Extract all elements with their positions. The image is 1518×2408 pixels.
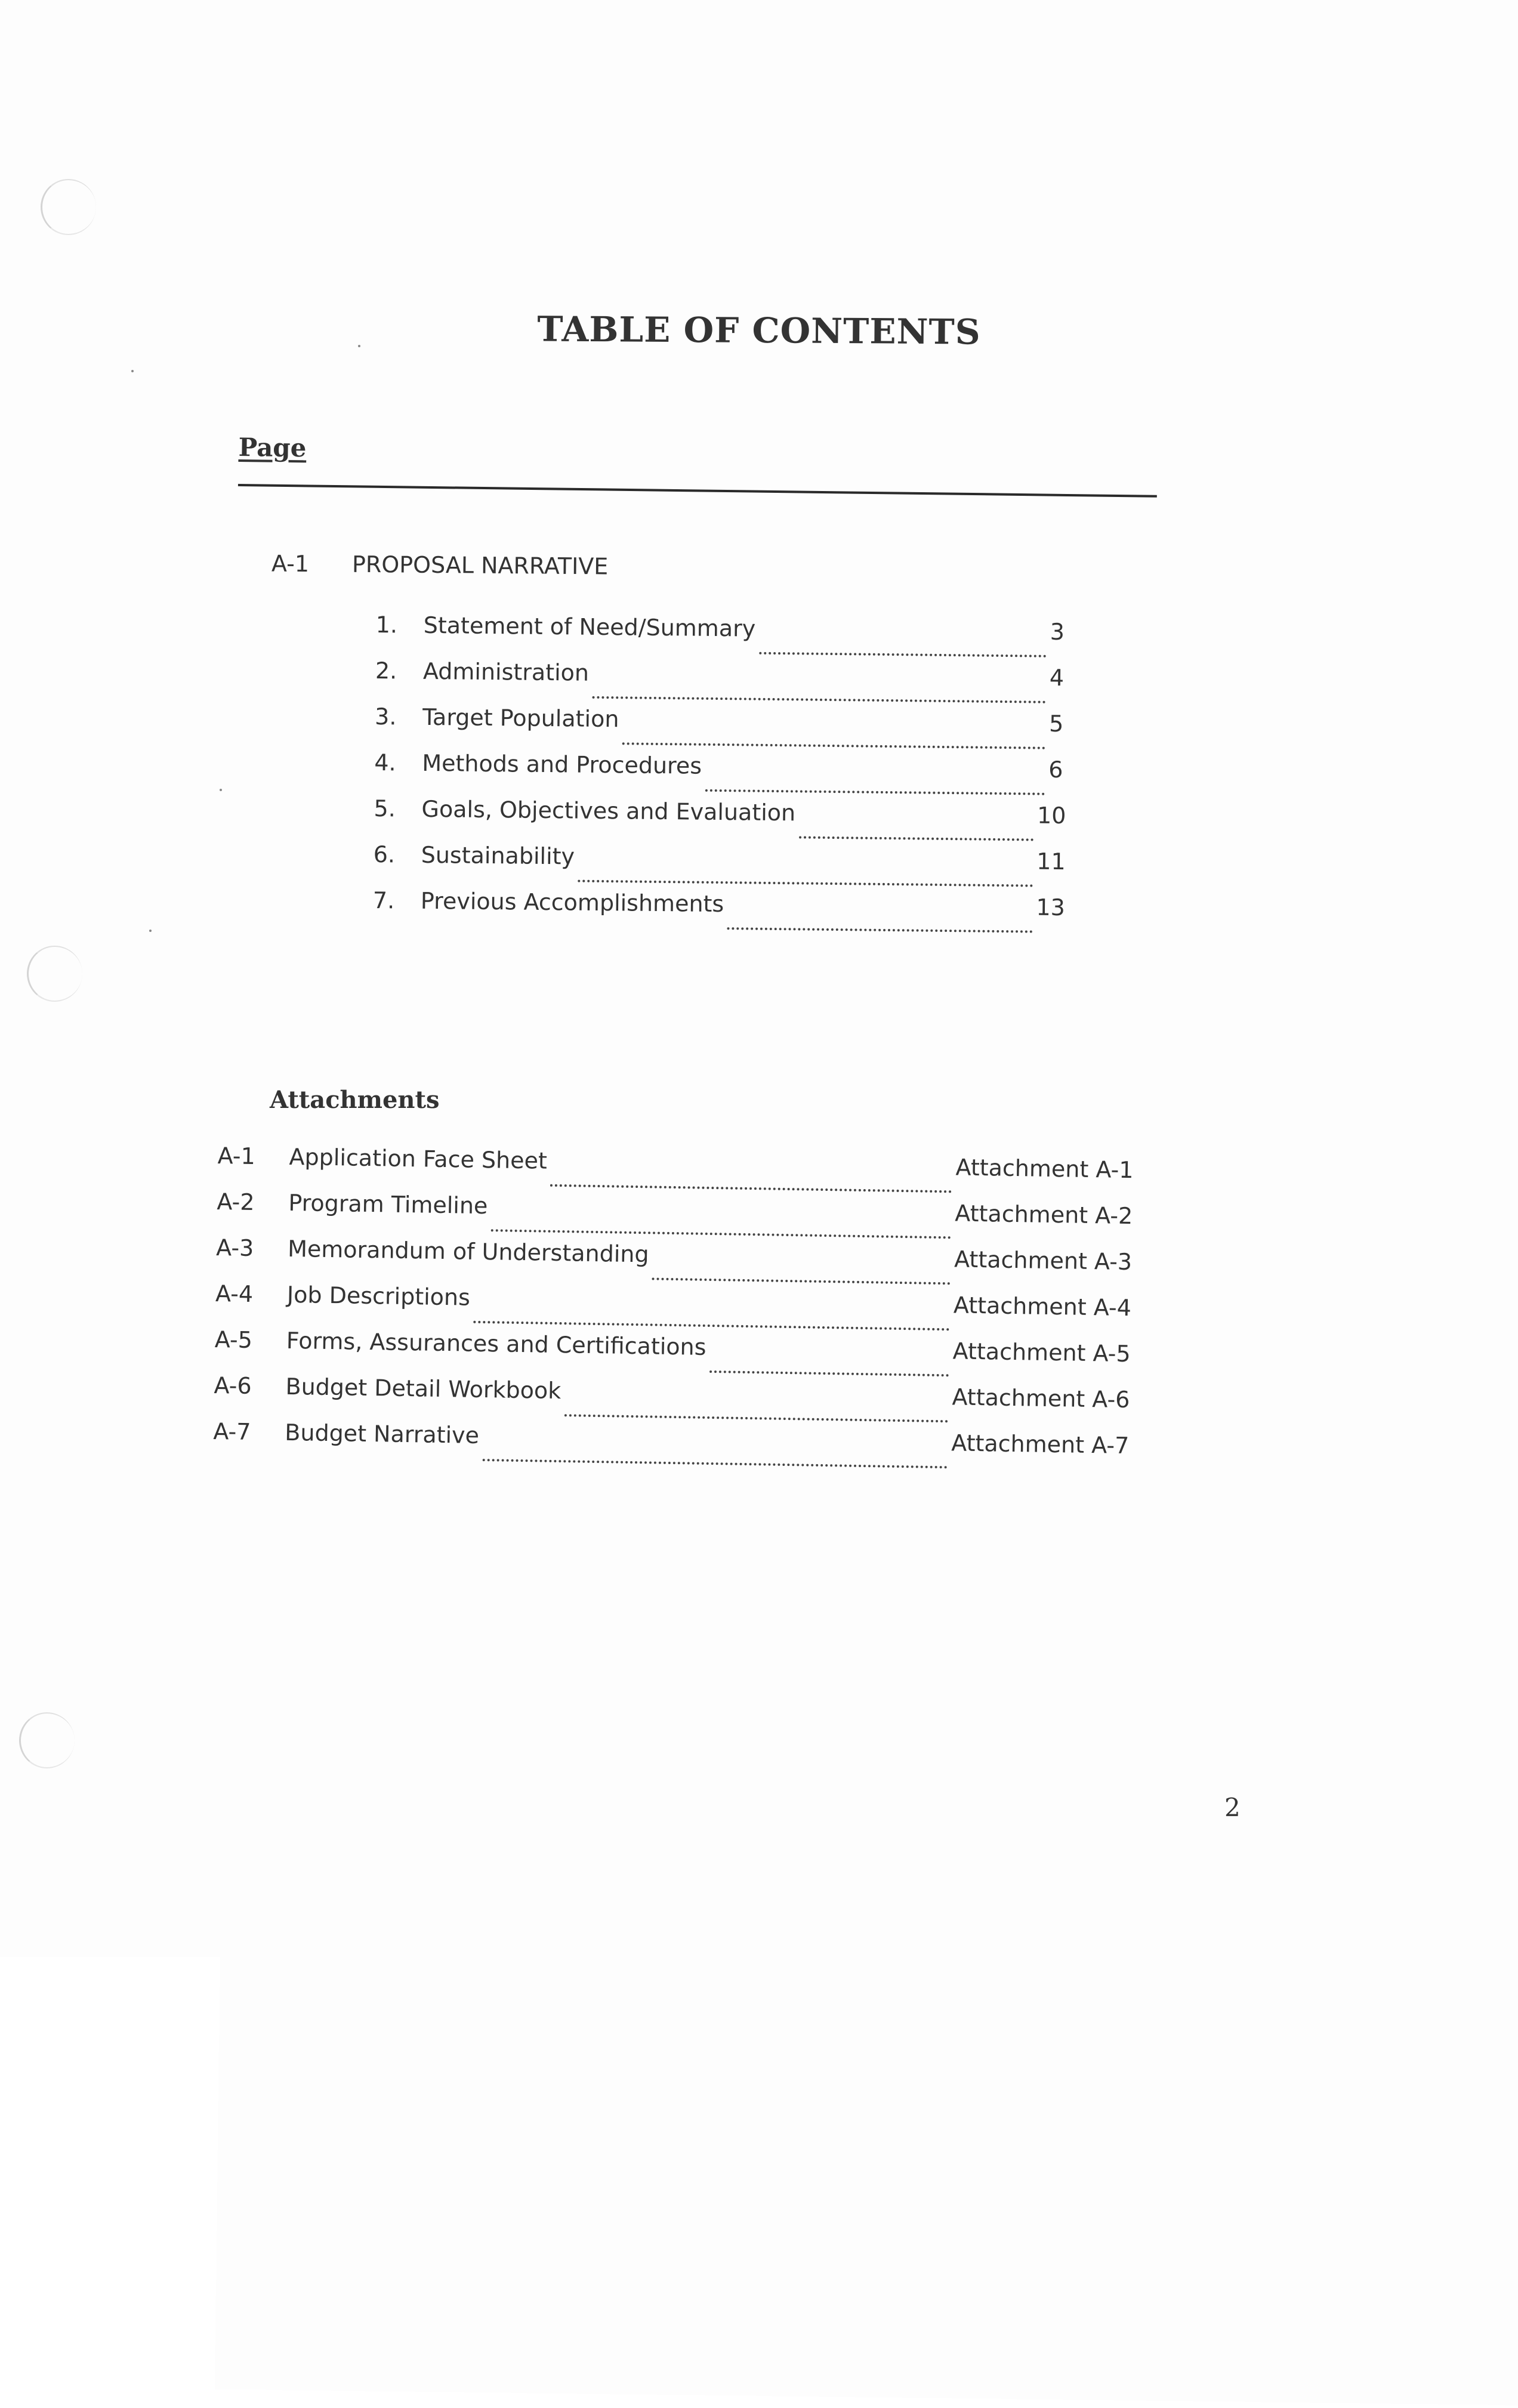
dot-leader	[727, 927, 1032, 933]
proposal-item-list	[372, 612, 1068, 940]
proposal-title: PROPOSAL NARRATIVE	[351, 551, 609, 580]
toc-entry-number: 1.	[375, 612, 398, 638]
toc-entry-page: 10	[1036, 802, 1066, 829]
attachment-reference: Attachment A-2	[955, 1200, 1133, 1230]
dot-leader	[759, 652, 1047, 657]
toc-entry	[372, 887, 1065, 940]
attachment-reference: Attachment A-7	[951, 1430, 1130, 1459]
punch-hole-bottom	[19, 1712, 75, 1768]
attachment-code: A-1	[217, 1143, 256, 1169]
dot-leader	[709, 1370, 949, 1376]
attachment-code: A-3	[215, 1234, 254, 1261]
attachment-code: A-6	[214, 1372, 252, 1399]
attachment-label: Forms, Assurances and Certifications	[286, 1327, 706, 1360]
toc-entry-number: 2.	[375, 657, 397, 684]
attachment-reference: Attachment A-5	[952, 1338, 1131, 1367]
dot-leader	[482, 1458, 947, 1468]
toc-entry	[375, 703, 1067, 757]
scan-speck	[131, 370, 134, 372]
punch-hole-middle	[27, 946, 82, 1002]
punch-hole-top	[41, 179, 96, 235]
toc-entry-page: 5	[1048, 710, 1064, 737]
page-title: TABLE OF CONTENTS	[537, 308, 981, 353]
attachment-code: A-7	[213, 1418, 251, 1445]
toc-entry-label: Administration	[422, 657, 590, 686]
toc-entry-page: 3	[1050, 618, 1065, 646]
toc-entry-number: 3.	[374, 703, 397, 730]
toc-entry	[374, 795, 1066, 848]
attachment-label: Budget Detail Workbook	[285, 1373, 561, 1404]
dot-leader	[652, 1277, 951, 1285]
toc-entry	[375, 612, 1068, 665]
attachment-code: A-5	[214, 1326, 253, 1353]
header-page: Page	[215, 433, 1518, 2408]
attachment-label: Budget Narrative	[285, 1419, 480, 1449]
attachment-reference: Attachment A-1	[955, 1154, 1134, 1184]
toc-entry-label: Sustainability	[421, 841, 575, 870]
attachment-code: A-4	[215, 1280, 254, 1307]
toc-entry-number: 6.	[373, 841, 396, 868]
dot-leader	[491, 1228, 951, 1239]
toc-entry-number: 4.	[374, 749, 396, 776]
dot-leader	[593, 696, 1046, 703]
attachment-label: Program Timeline	[288, 1189, 488, 1220]
toc-entry-label: Statement of Need/Summary	[423, 612, 756, 642]
toc-entry	[373, 841, 1066, 894]
proposal-code: A-1	[271, 550, 310, 578]
toc-entry-label: Target Population	[422, 703, 619, 733]
toc-entry-page: 6	[1048, 756, 1063, 783]
dot-leader	[622, 742, 1045, 749]
page-number: 2	[1224, 1793, 1241, 1822]
attachment-list	[213, 1143, 1134, 1478]
attachments-heading: Attachments	[270, 1086, 440, 1114]
proposal-heading	[271, 551, 609, 580]
toc-entry-label: Methods and Procedures	[422, 749, 702, 779]
toc-entry	[374, 749, 1067, 802]
dot-leader	[578, 879, 1033, 887]
attachment-code: A-2	[217, 1188, 255, 1215]
dot-leader	[473, 1320, 949, 1331]
toc-entry-page: 11	[1036, 848, 1066, 875]
attachment-label: Job Descriptions	[286, 1281, 471, 1311]
dot-leader	[550, 1184, 952, 1193]
toc-header-row	[238, 433, 1158, 498]
attachment-reference: Attachment A-3	[954, 1246, 1133, 1276]
toc-entry-page: 4	[1049, 664, 1065, 691]
toc-entry-number: 5.	[374, 795, 396, 822]
toc-entry-page: 13	[1036, 894, 1066, 921]
attachment-reference: Attachment A-6	[952, 1384, 1130, 1413]
dot-leader	[564, 1413, 948, 1422]
toc-entry	[375, 657, 1067, 711]
attachment-reference: Attachment A-4	[953, 1292, 1132, 1322]
scan-speck	[220, 789, 222, 791]
dot-leader	[799, 835, 1033, 841]
scan-speck	[149, 930, 152, 932]
attachment-label: Application Face Sheet	[289, 1143, 548, 1174]
toc-entry-number: 7.	[372, 887, 395, 914]
toc-entry-label: Previous Accomplishments	[420, 887, 724, 918]
dot-leader	[705, 789, 1045, 795]
toc-entry-label: Goals, Objectives and Evaluation	[421, 795, 796, 826]
attachment-label: Memorandum of Understanding	[287, 1235, 649, 1268]
